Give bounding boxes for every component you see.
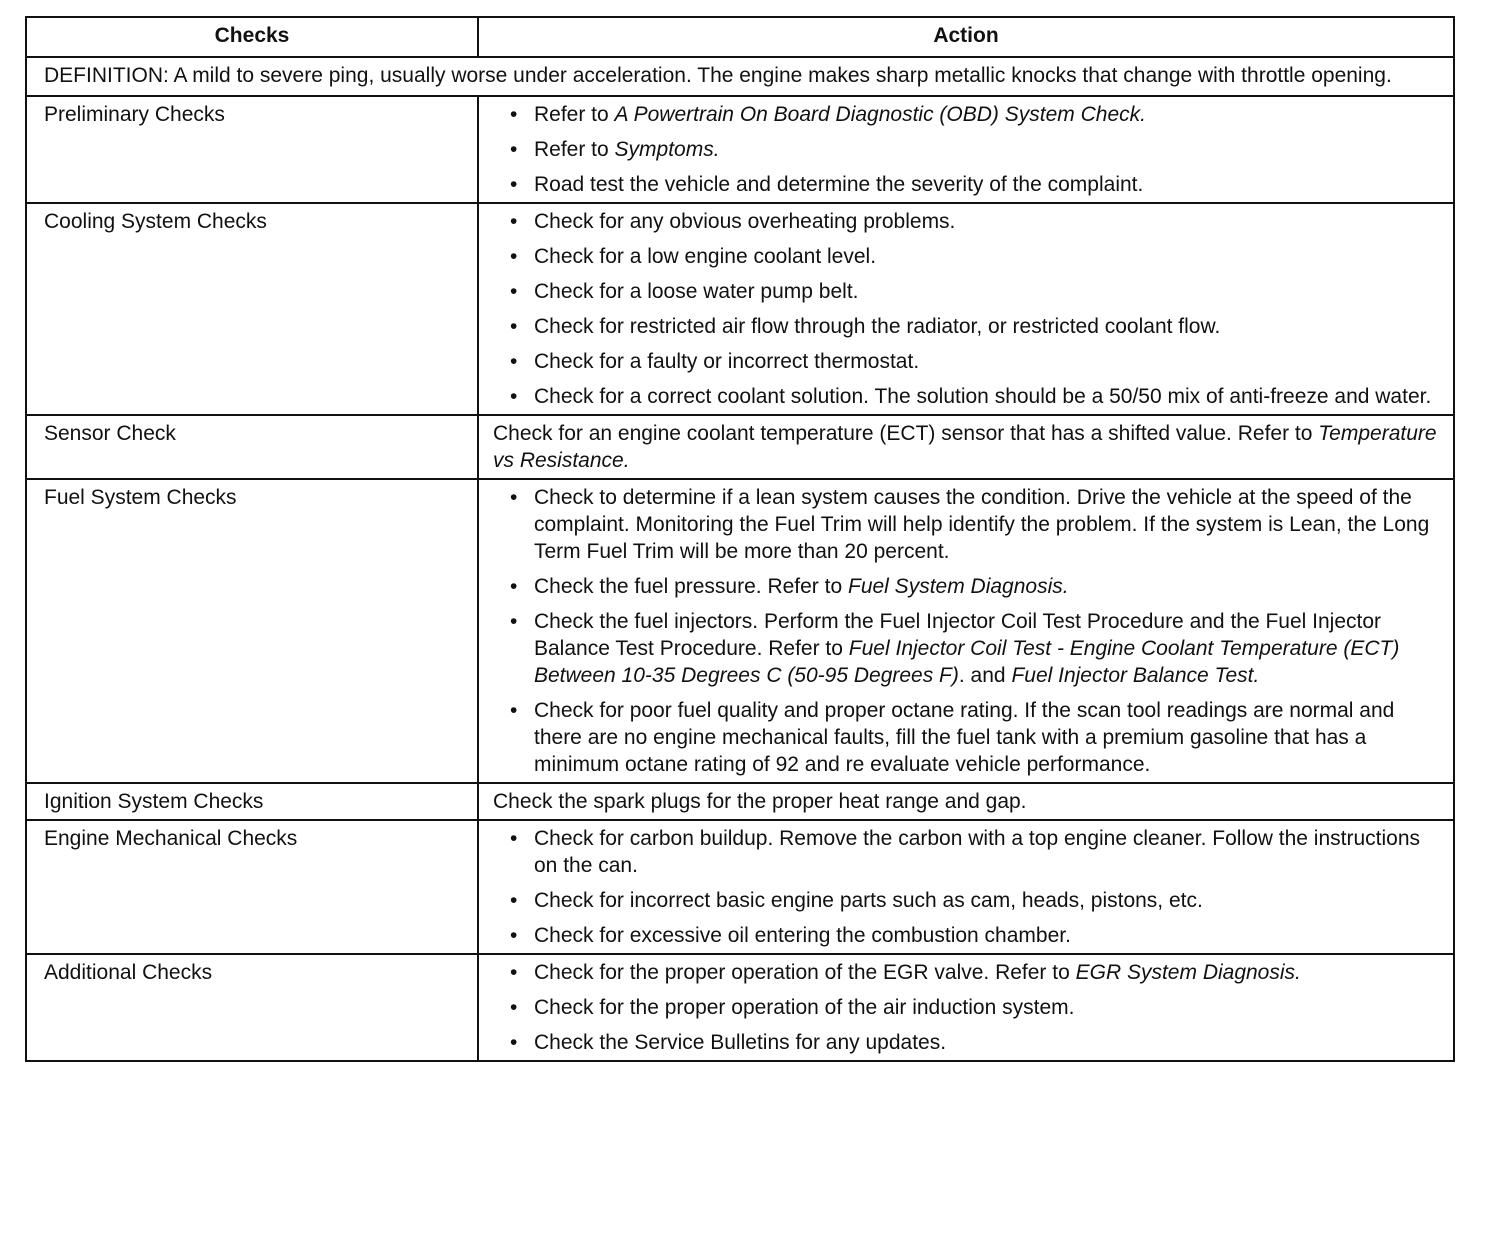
list-item (534, 313, 1439, 340)
reference-link-text: Fuel System Diagnosis. (848, 575, 1069, 598)
table-row (26, 479, 1454, 783)
text-run: Check for a loose water pump belt. (534, 280, 859, 303)
text-run: Check for a faulty or incorrect thermostat. (534, 350, 920, 373)
check-cell: Sensor Check (26, 415, 478, 479)
definition-row (26, 57, 1454, 96)
check-cell: Engine Mechanical Checks (26, 820, 478, 954)
reference-link-text: A Powertrain On Board Diagnostic (OBD) System Check. (614, 103, 1146, 126)
list-item (534, 1029, 1439, 1056)
check-cell: Additional Checks (26, 954, 478, 1061)
list-item (534, 208, 1439, 235)
text-run: Check for carbon buildup. Remove the carbon with a top engine cleaner. Follow the instructions on the can. (534, 827, 1420, 877)
action-list (496, 825, 1439, 949)
action-cell (478, 820, 1454, 954)
text-run: . and (958, 664, 1012, 687)
action-list (496, 208, 1439, 410)
list-item (534, 171, 1439, 198)
text-run: Check for an engine coolant temperature (ECT) sensor that has a shifted value. Refer to (493, 422, 1319, 445)
text-run: Check the fuel injectors. Perform the Fuel Injector Coil Test Procedure and the Fuel Injector Balance Test Procedure. Refer to (534, 610, 1382, 660)
reference-link-text: Symptoms. (614, 138, 720, 161)
action-cell (478, 783, 1454, 820)
reference-link-text: Fuel Injector Coil Test - Engine Coolant Temperature (ECT) Between 10-35 Degrees C (50-95 Degrees F) (534, 637, 1400, 687)
header-row (26, 17, 1454, 57)
action-cell (478, 203, 1454, 415)
list-item (534, 994, 1439, 1021)
list-item (534, 383, 1439, 410)
list-item (534, 825, 1439, 879)
action-cell (478, 954, 1454, 1061)
list-item (534, 922, 1439, 949)
reference-link-text: EGR System Diagnosis. (1075, 961, 1301, 984)
text-run: Check for a low engine coolant level. (534, 245, 877, 268)
check-cell: Ignition System Checks (26, 783, 478, 820)
text-run: Check for the proper operation of the air induction system. (534, 996, 1075, 1019)
text-run: Check to determine if a lean system causes the condition. Drive the vehicle at the speed of the complaint. Monitoring the Fuel Trim will help identify the problem. If the system is Lean, the Long Term Fuel Trim will be more than 20 percent. (534, 486, 1430, 563)
text-run: Check for poor fuel quality and proper octane rating. If the scan tool readings are normal and there are no engine mechanical faults, fill the fuel tank with a premium gasoline that has a minimum octane rating of 92 and re evaluate vehicle performance. (534, 699, 1395, 776)
action-cell (478, 479, 1454, 783)
text-run: Road test the vehicle and determine the severity of the complaint. (534, 173, 1144, 196)
list-item (534, 484, 1439, 565)
table-row (26, 820, 1454, 954)
action-header: Action (478, 17, 1454, 57)
list-item (534, 959, 1439, 986)
text-run: Check for the proper operation of the EGR valve. Refer to (534, 961, 1076, 984)
table-row (26, 96, 1454, 203)
text-run: Check for excessive oil entering the combustion chamber. (534, 924, 1071, 947)
text-run: Refer to (534, 103, 615, 126)
text-run: Check for any obvious overheating problems. (534, 210, 956, 233)
check-cell: Preliminary Checks (26, 96, 478, 203)
reference-link-text: Temperature vs Resistance. (493, 422, 1437, 472)
table-row (26, 783, 1454, 820)
action-list (496, 484, 1439, 778)
table-row (26, 954, 1454, 1061)
text-run: Check the fuel pressure. Refer to (534, 575, 848, 598)
text-run: Check for restricted air flow through the radiator, or restricted coolant flow. (534, 315, 1221, 338)
list-item (534, 573, 1439, 600)
list-item (534, 887, 1439, 914)
text-run: Check the Service Bulletins for any updates. (534, 1031, 947, 1054)
action-list (496, 101, 1439, 198)
checks-header: Checks (26, 17, 478, 57)
table-row (26, 203, 1454, 415)
list-item (534, 101, 1439, 128)
check-cell: Cooling System Checks (26, 203, 478, 415)
table-row (26, 415, 1454, 479)
action-list (496, 959, 1439, 1056)
diagnostic-table (25, 16, 1455, 1062)
list-item (534, 348, 1439, 375)
text-run: Refer to (534, 138, 615, 161)
definition-text: DEFINITION: A mild to severe ping, usually worse under acceleration. The engine makes sharp metallic knocks that change with throttle opening. (26, 57, 1454, 96)
action-cell (478, 96, 1454, 203)
list-item (534, 243, 1439, 270)
text-run: Check for a correct coolant solution. The solution should be a 50/50 mix of anti-freeze and water. (534, 385, 1432, 408)
reference-link-text: Fuel Injector Balance Test. (1011, 664, 1260, 687)
text-run: Check the spark plugs for the proper heat range and gap. (493, 790, 1027, 813)
action-cell (478, 415, 1454, 479)
list-item (534, 697, 1439, 778)
list-item (534, 278, 1439, 305)
text-run: Check for incorrect basic engine parts such as cam, heads, pistons, etc. (534, 889, 1203, 912)
check-cell: Fuel System Checks (26, 479, 478, 783)
list-item (534, 136, 1439, 163)
list-item (534, 608, 1439, 689)
